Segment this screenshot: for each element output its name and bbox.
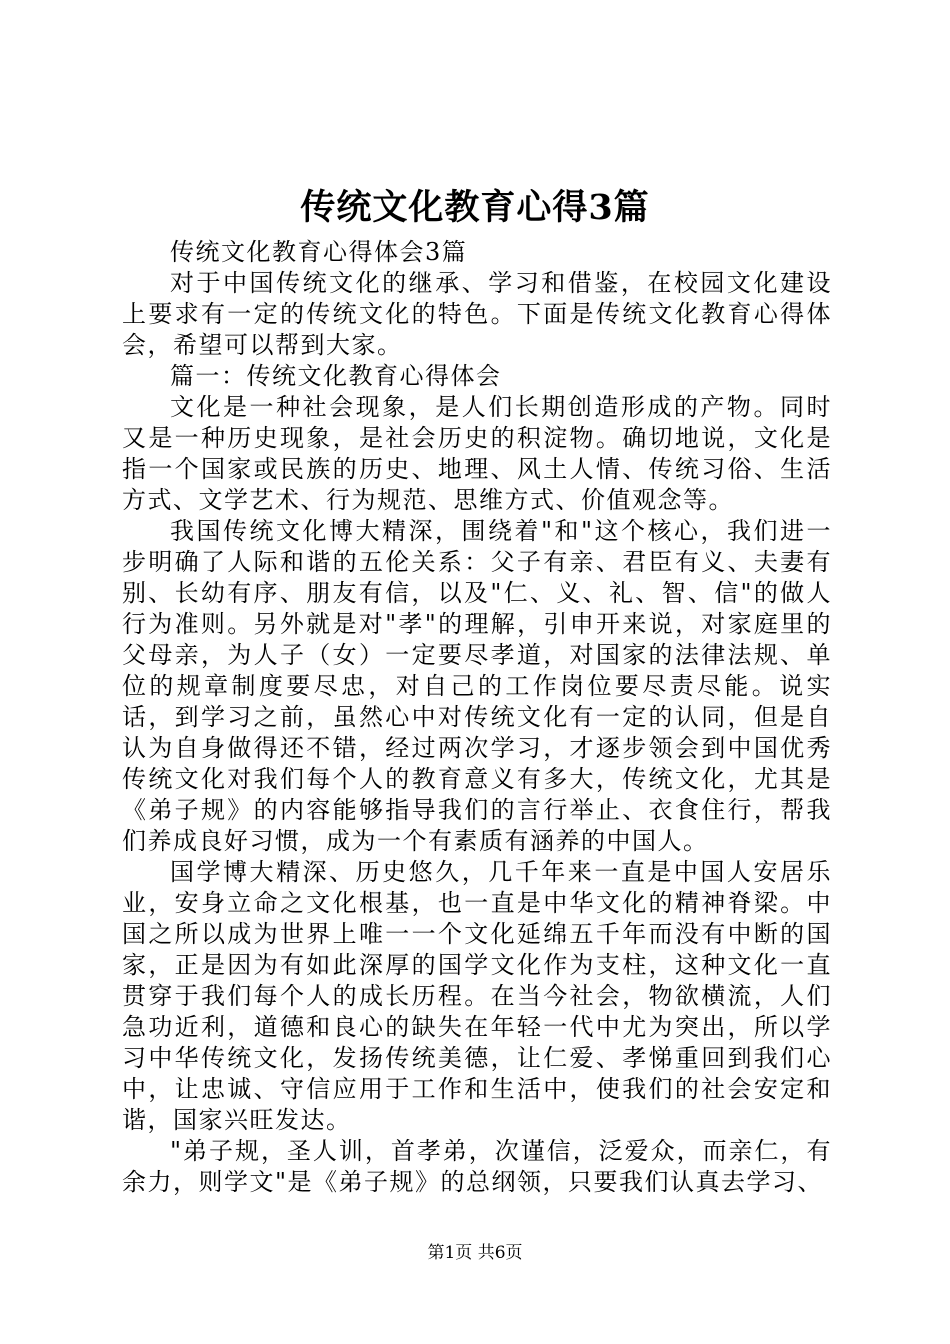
paragraph-body: 文化是一种社会现象，是人们长期创造形成的产物。同时又是一种历史现象，是社会历史的积淀物。确切地说，文化是指一个国家或民族的历史、地理、风土人情、传统习俗、生活方式、文学艺术、行为规范、思维方式、价值观念等。 (122, 393, 832, 514)
paragraph-body: "弟子规，圣人训，首孝弟，次谨信，泛爱众，而亲仁，有余力，则学文"是《弟子规》的总纲领，只要我们认真去学习、 (122, 1137, 832, 1196)
paragraph-subtitle: 传统文化教育心得体会3篇 (170, 238, 468, 266)
paragraph-body: 我国传统文化博大精深，围绕着"和"这个核心，我们进一步明确了人际和谐的五伦关系：父子有亲、君臣有义、夫妻有别、长幼有序、朋友有信，以及"仁、义、礼、智、信"的做人行为准则。另外就是对"孝"的理解，引申开来说，对家庭里的父母亲，为人子（女）一定要尽孝道，对国家的法律法规、单位的规章制度要尽忠，对自己的工作岗位要尽责尽能。说实话，到学习之前，虽然心中对传统文化有一定的认同，但是自认为自身做得还不错，经过两次学习，才逐步领会到中国优秀传统文化对我们每个人的教育意义有多大，传统文化，尤其是《弟子规》的内容能够指导我们的言行举止、衣食住行，帮我们养成良好习惯，成为一个有素质有涵养的中国人。 (122, 517, 832, 855)
document-body (122, 237, 832, 1198)
paragraph-section-heading: 篇一：传统文化教育心得体会 (170, 362, 502, 390)
paragraph-body: 国学博大精深、历史悠久，几千年来一直是中国人安居乐业，安身立命之文化根基，也一直是中华文化的精神脊梁。中国之所以成为世界上唯一一个文化延绵五千年而没有中断的国家，正是因为有如此深厚的国学文化作为支柱，这种文化一直贯穿于我们每个人的成长历程。在当今社会，物欲横流，人们急功近利，道德和良心的缺失在年轻一代中尤为突出，所以学习中华传统文化，发扬传统美德，让仁爱、孝悌重回到我们心中，让忠诚、守信应用于工作和生活中，使我们的社会安定和谐，国家兴旺发达。 (122, 858, 832, 1134)
document-title: 传统文化教育心得3篇 (300, 187, 650, 228)
paragraph-intro: 对于中国传统文化的继承、学习和借鉴，在校园文化建设上要求有一定的传统文化的特色。下面是传统文化教育心得体会，希望可以帮到大家。 (122, 269, 832, 359)
page-number: 第1页 共6页 (427, 1243, 523, 1263)
